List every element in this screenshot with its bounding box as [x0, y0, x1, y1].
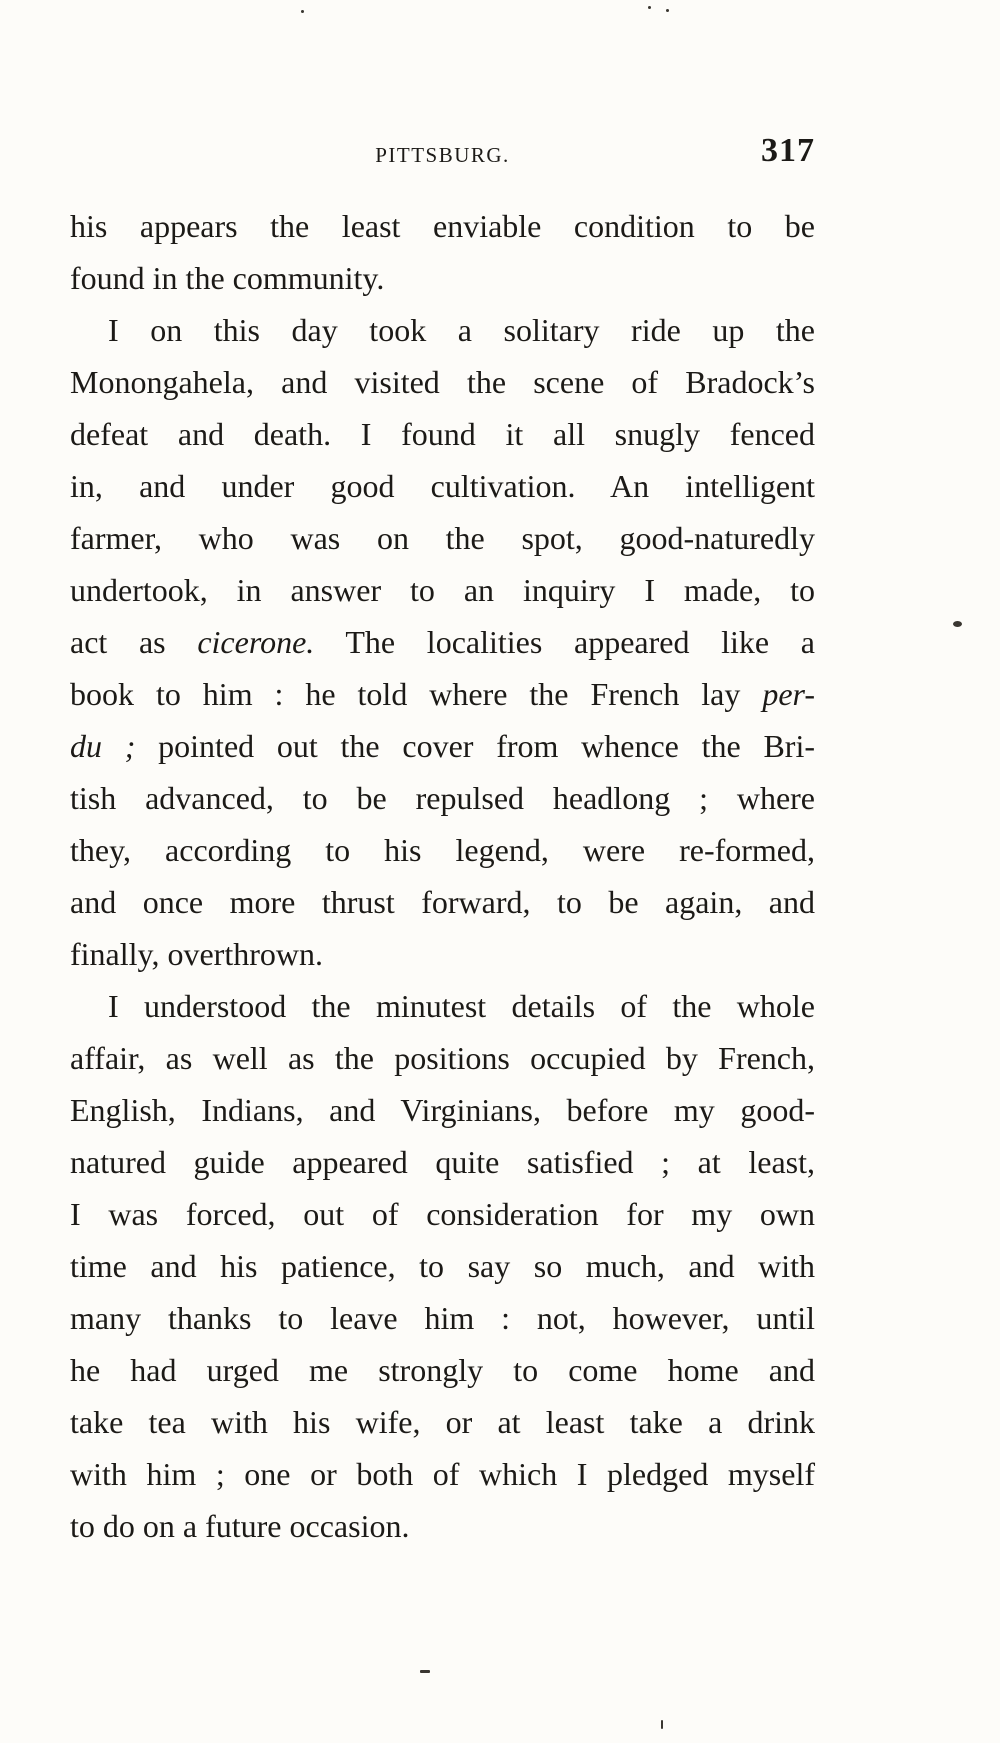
- paragraph: [70, 304, 815, 980]
- text-line: I was forced, out of consideration for my own: [70, 1196, 815, 1232]
- text-line: defeat and death. I found it all snugly fenced: [70, 416, 815, 452]
- text-line: they, according to his legend, were re-formed,: [70, 832, 815, 868]
- text-line: his appears the least enviable condition to be: [70, 208, 815, 244]
- scan-speck: [661, 1720, 663, 1729]
- text-line: undertook, in answer to an inquiry I made, to: [70, 572, 815, 608]
- text-line: take tea with his wife, or at least take a drink: [70, 1404, 815, 1440]
- text-line: I understood the minutest details of the whole: [108, 988, 815, 1024]
- scan-speck: [953, 621, 962, 627]
- text-line: time and his patience, to say so much, and with: [70, 1248, 815, 1284]
- scan-speck: [648, 6, 651, 9]
- body-text: [70, 200, 815, 1552]
- paragraph: [70, 200, 815, 304]
- page-number: 317: [761, 132, 815, 169]
- text-line: I on this day took a solitary ride up the: [108, 312, 815, 348]
- text-line: farmer, who was on the spot, good-naturedly: [70, 520, 815, 556]
- text-line: he had urged me strongly to come home and: [70, 1352, 815, 1388]
- text-line: English, Indians, and Virginians, before my good-: [70, 1092, 815, 1128]
- scan-speck: [301, 10, 304, 13]
- text-line: and once more thrust forward, to be again, and: [70, 884, 815, 920]
- scan-speck: [420, 1670, 430, 1673]
- text-line: affair, as well as the positions occupied by French,: [70, 1040, 815, 1076]
- running-title: PITTSBURG.: [375, 143, 510, 167]
- text-line: to do on a future occasion.: [70, 1508, 410, 1544]
- text-line: with him ; one or both of which I pledged myself: [70, 1456, 815, 1492]
- text-line: in, and under good cultivation. An intelligent: [70, 468, 815, 504]
- text-line: finally, overthrown.: [70, 936, 323, 972]
- text-line: du ; pointed out the cover from whence the Bri-: [70, 728, 815, 764]
- text-line: natured guide appeared quite satisfied ; at least,: [70, 1144, 815, 1180]
- text-line: many thanks to leave him : not, however, until: [70, 1300, 815, 1336]
- paragraph: [70, 980, 815, 1552]
- running-head: [70, 132, 815, 176]
- text-line: book to him : he told where the French lay per-: [70, 676, 815, 712]
- text-line: found in the community.: [70, 260, 385, 296]
- text-line: act as cicerone. The localities appeared like a: [70, 624, 816, 660]
- text-line: tish advanced, to be repulsed headlong ; where: [70, 780, 815, 816]
- scan-speck: [666, 9, 669, 12]
- text-line: Monongahela, and visited the scene of Bradock’s: [70, 364, 815, 400]
